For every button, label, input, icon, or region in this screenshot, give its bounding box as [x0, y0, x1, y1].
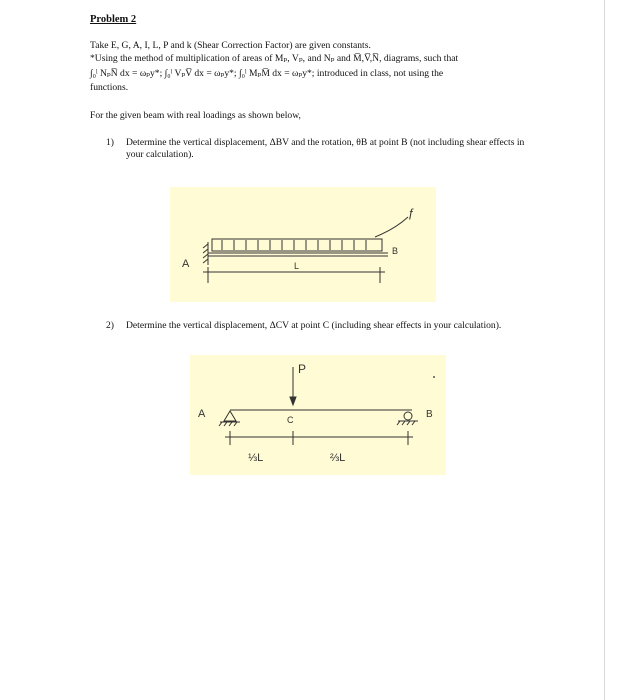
distributed-load	[212, 239, 382, 251]
right-span-dimension: ⅔L	[330, 452, 346, 464]
intro-line-2: *Using the method of multiplication of areas of Mₚ, Vₚ, and Nₚ and M̅,V̅,N̅, diagrams, such that	[90, 53, 459, 64]
length-label: L	[294, 261, 300, 271]
question-1-number: 1)	[106, 137, 114, 148]
beam-diagram-2-drawing	[190, 355, 446, 475]
intro-line-3: ∫₀ˡ NₚN̅ dx = ωₚy*; ∫₀ˡ VₚV̅ dx = ωₚy*; ∫₀ˡ MₚM̅ dx = ωₚy*; introduced in class, not using the	[90, 68, 444, 79]
intro-line-1: Take E, G, A, I, L, P and k (Shear Correction Factor) are given constants.	[90, 40, 371, 51]
pin-support-a	[224, 411, 236, 421]
roller-support-b	[404, 412, 412, 420]
beam-diagram-2	[190, 355, 446, 475]
load-intensity-label: ƒ	[408, 206, 415, 220]
point-a-label: A	[182, 258, 190, 270]
problem-title: Problem 2	[90, 14, 137, 25]
beam-diagram-1	[170, 187, 436, 302]
left-span-dimension: ⅓L	[248, 452, 264, 464]
beam-diagram-1-drawing	[170, 187, 436, 302]
load-label-leader	[375, 217, 408, 237]
point-b-label: B	[392, 246, 399, 256]
point-c-label: C	[287, 415, 294, 425]
page-edge-line	[604, 0, 605, 700]
point-a-label: A	[198, 408, 206, 420]
question-1-text: Determine the vertical displacement, ΔBV and the rotation, θB at point B (not including shear effects in your calculation).	[126, 137, 525, 161]
intro-line-4: functions.	[90, 82, 129, 93]
paper-speck	[433, 376, 435, 378]
question-2-text: Determine the vertical displacement, ΔCV at point C (including shear effects in your calculation).	[126, 320, 502, 331]
given-statement: For the given beam with real loadings as shown below,	[90, 110, 301, 121]
load-p-label: P	[298, 362, 307, 376]
question-1	[106, 137, 526, 165]
question-2-number: 2)	[106, 320, 114, 331]
point-b-label: B	[426, 409, 433, 420]
question-2	[106, 320, 526, 348]
